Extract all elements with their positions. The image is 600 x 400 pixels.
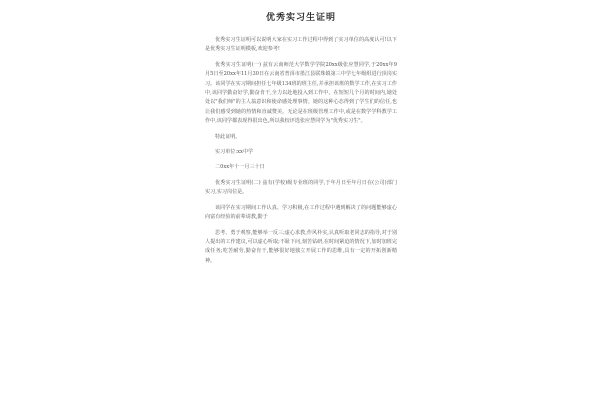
document-title: 优秀实习生证明 [265,13,336,23]
special-note: 特此证明。 [215,133,241,140]
internship-unit: 实习单位:xx中学 [215,149,254,156]
document-body [205,12,397,272]
certificate-one-paragraph: 优秀实习生证明(一) 兹有云南师范大学数学学院20xx级张应慧同学,于20xx年9月5日至20xx年11月30日在云南省普洱市墨江县联珠镇第三中学七年级组进行顶岗实习。该同学在实习期间担任七年级134班的班主任,并承担该班的数学工作,在实习工作中,该同学勤奋好学,勤奋肯干,全力以赴地投入到工作中。在短短几个月的时间内,她处处以"我们师"的主人翁意识和使命感处理事情。她的这种心态得到了学生们的信任,也让我们感受到她的热情和直诚赞美。无论是在班级管理工作中,或是在数学学科教学工作中,该同学都表现得很出色,所以我校评选张应慧同学为"优秀实习生"。 [205,61,397,125]
certificate-two-paragraph: 优秀实习生证明(二) 兹有(学校)级专业班的同学,于年月日至年月日在(公司)部门实习,实习岗位是。 [205,179,397,196]
performance-paragraph: 该同学在实习期间工作认真、学习积极,在工作过程中遇到解决了的问题能够虚心向富有经验的前辈请教,勤于 [205,204,397,221]
intro-paragraph: 优秀实习生证明可以说明大家在实习工作过程中得到了实习单位的高度认可!以下是优秀实习生证明模板,欢迎参考! [205,37,397,53]
issue-date: 二0xx年十一月三十日 [215,164,265,171]
qualities-paragraph: 思考、勇于观察,能够举一反三;虚心求教,作风朴实,认真听取老同志的指导,对于别人提出的工作建议,可以虚心听取;不耻下问,刻苦钻研,在时间紧迫的情况下,加时加班完成任务;吃苦耐劳,勤奋肯干,能够很好地独立开展工作的思维,具有一定的开拓创新精神。 [205,229,397,264]
